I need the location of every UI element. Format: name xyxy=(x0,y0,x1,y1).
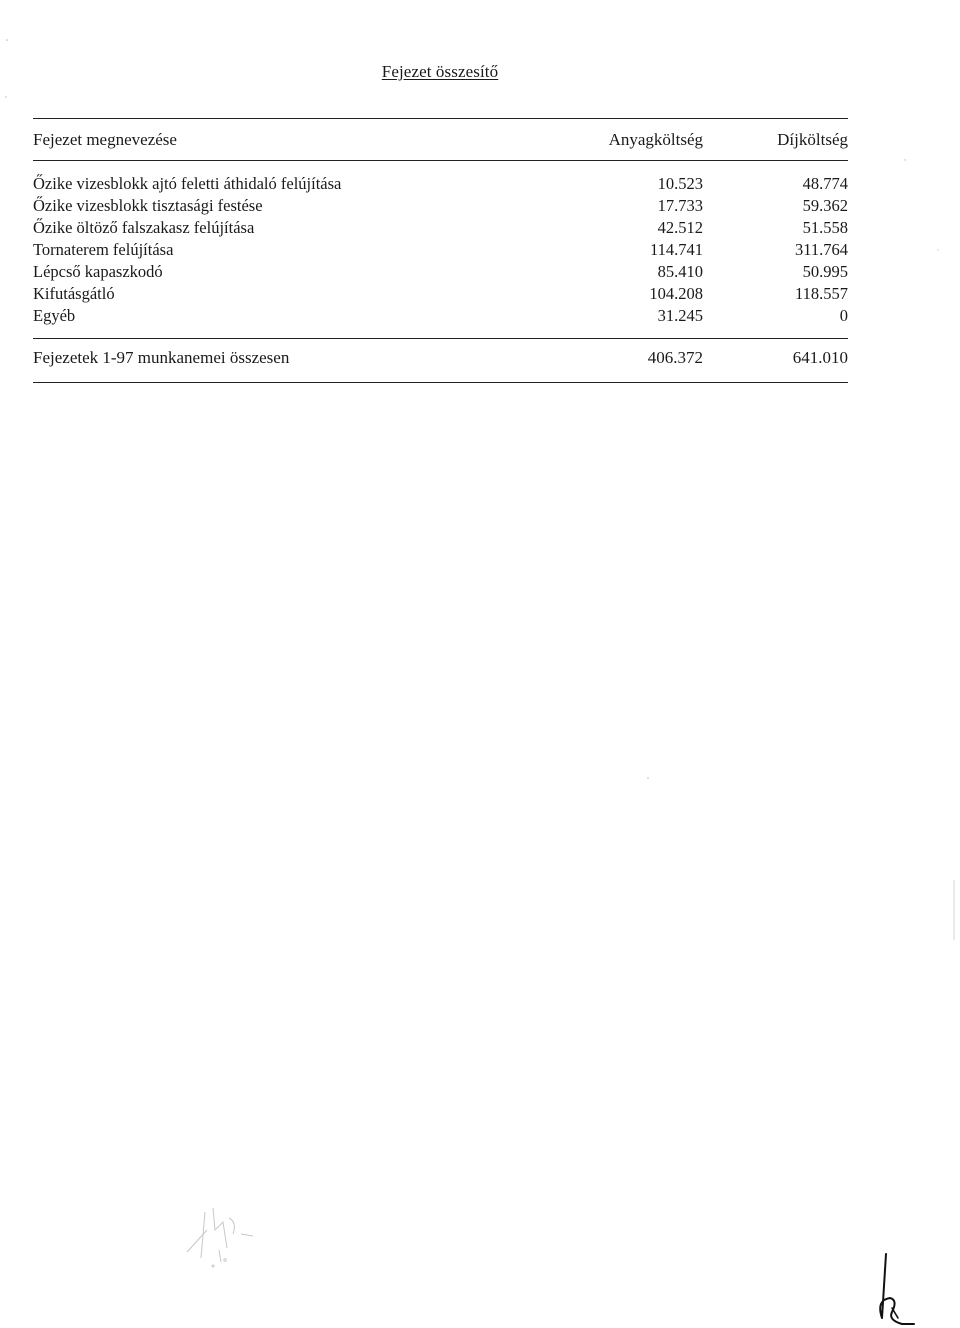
table-row xyxy=(33,261,848,283)
table-row xyxy=(33,305,848,327)
total-fee-cost: 641.010 xyxy=(792,348,848,367)
faint-stamp-mark xyxy=(175,1200,270,1280)
table-row xyxy=(33,239,848,261)
table-header xyxy=(33,129,848,151)
row-name: Kifutásgátló xyxy=(33,284,115,303)
table-row xyxy=(33,195,848,217)
row-material-cost: 85.410 xyxy=(657,262,703,281)
total-rule xyxy=(33,338,848,339)
header-name: Fejezet megnevezése xyxy=(33,130,177,149)
table-row xyxy=(33,217,848,239)
row-fee-cost: 311.764 xyxy=(794,240,848,259)
row-material-cost: 114.741 xyxy=(649,240,703,259)
table-row xyxy=(33,283,848,305)
row-material-cost: 42.512 xyxy=(657,218,703,237)
total-name: Fejezetek 1-97 munkanemei összesen xyxy=(33,348,290,367)
top-rule xyxy=(33,118,848,119)
header-fee-cost: Díjköltség xyxy=(777,130,848,149)
row-fee-cost: 118.557 xyxy=(794,284,848,303)
row-name: Lépcső kapaszkodó xyxy=(33,262,163,281)
header-material-cost: Anyagköltség xyxy=(608,130,703,149)
row-material-cost: 10.523 xyxy=(657,174,703,193)
row-name: Őzike öltöző falszakasz felújítása xyxy=(33,218,255,237)
row-material-cost: 17.733 xyxy=(657,196,703,215)
header-rule xyxy=(33,160,848,161)
row-fee-cost: 48.774 xyxy=(802,174,848,193)
row-fee-cost: 59.362 xyxy=(802,196,848,215)
bottom-rule xyxy=(33,382,848,383)
row-fee-cost: 0 xyxy=(839,306,848,325)
row-material-cost: 104.208 xyxy=(649,284,703,303)
row-fee-cost: 50.995 xyxy=(802,262,848,281)
total-row xyxy=(33,347,848,369)
row-name: Őzike vizesblokk ajtó feletti áthidaló felújítása xyxy=(33,174,342,193)
row-name: Egyéb xyxy=(33,306,76,325)
row-material-cost: 31.245 xyxy=(657,306,703,325)
row-name: Őzike vizesblokk tisztasági festése xyxy=(33,196,263,215)
page-title: Fejezet összesítő xyxy=(381,62,499,81)
row-fee-cost: 51.558 xyxy=(802,218,848,237)
row-name: Tornaterem felújítása xyxy=(33,240,174,259)
table-row xyxy=(33,173,848,195)
signature-mark xyxy=(868,1248,928,1328)
total-material-cost: 406.372 xyxy=(647,348,703,367)
